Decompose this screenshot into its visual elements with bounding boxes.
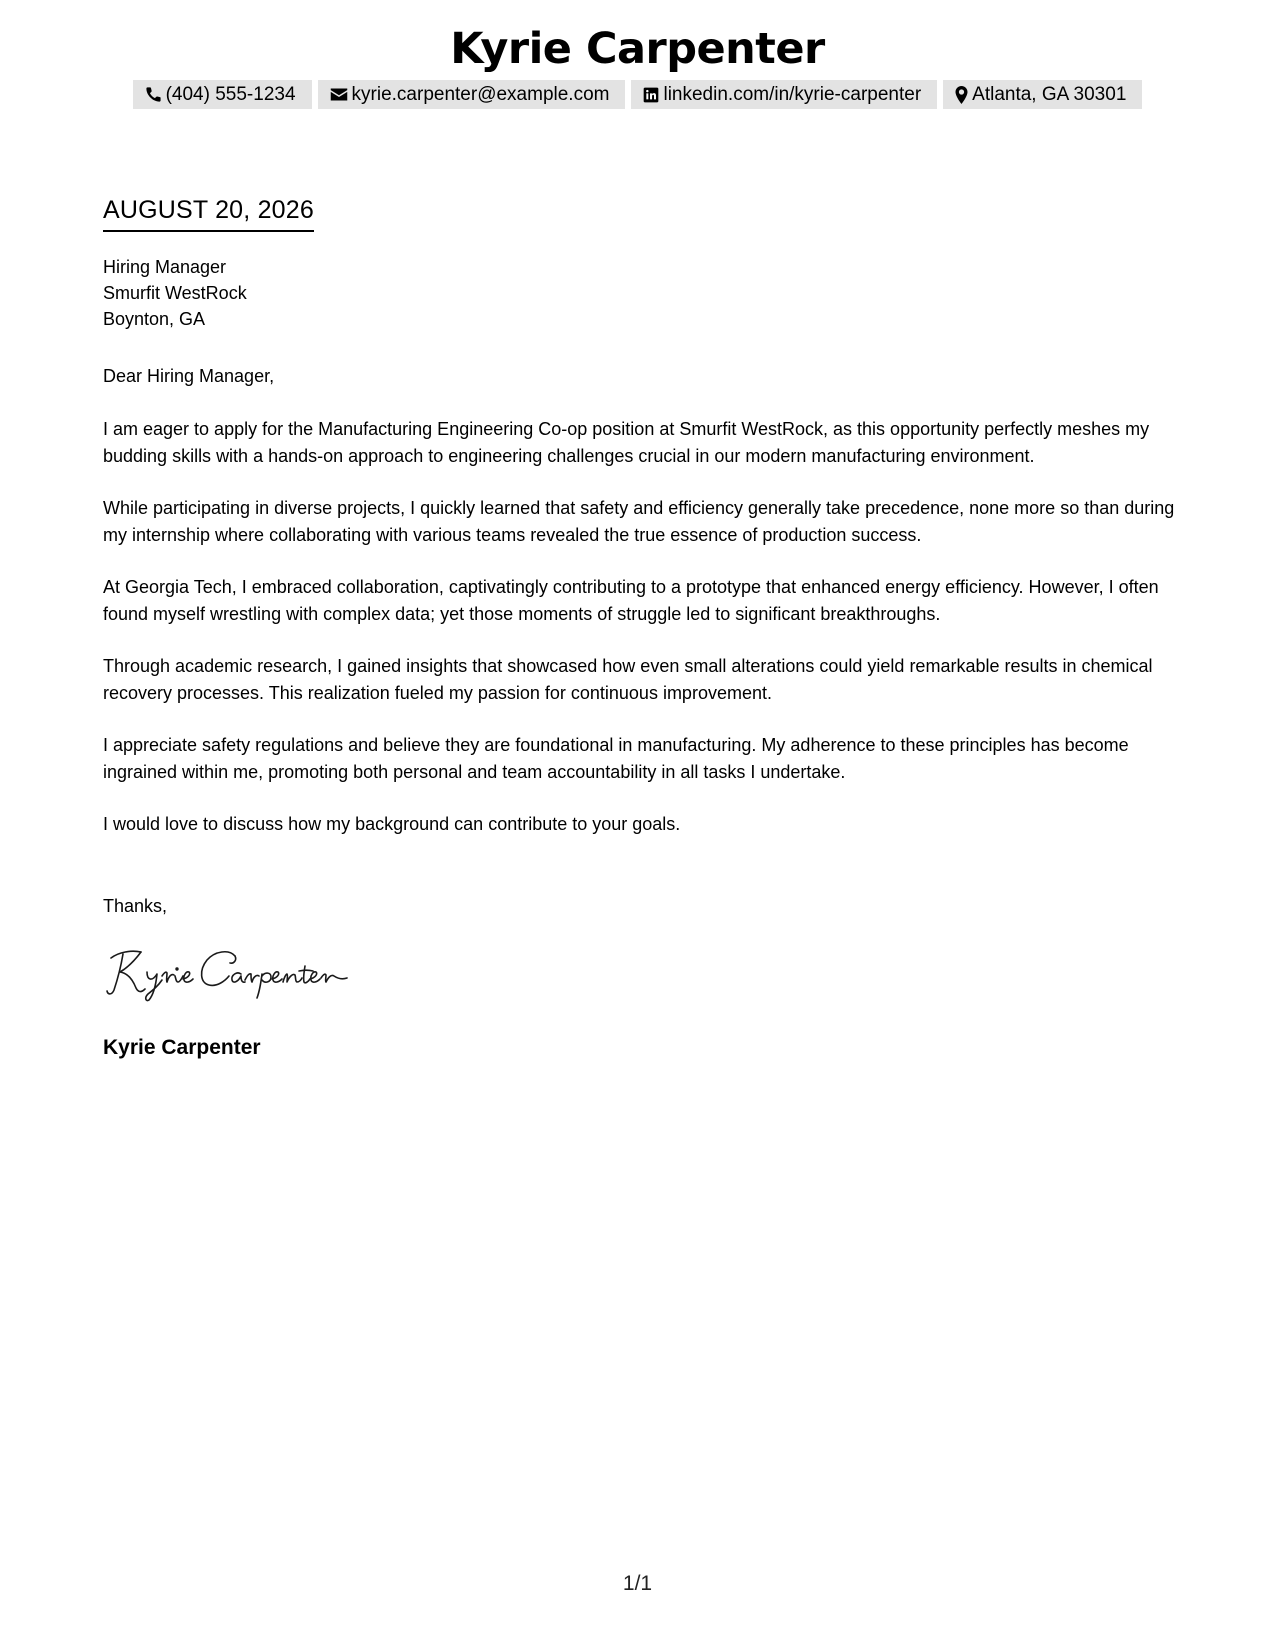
linkedin-icon bbox=[643, 87, 659, 103]
recipient-location: Boynton, GA bbox=[103, 309, 206, 329]
contact-phone bbox=[133, 80, 312, 109]
recipient-company: Smurfit WestRock bbox=[103, 283, 247, 303]
map-marker-icon bbox=[955, 86, 968, 104]
letter-date: AUGUST 20, 2026 bbox=[103, 194, 314, 232]
contact-linkedin bbox=[631, 80, 937, 109]
body-paragraph: While participating in diverse projects, I quickly learned that safety and efficiency generally take precedence, none more so than during my internship where collaborating with various teams revealed the true essence of production success. bbox=[103, 498, 1175, 545]
applicant-name: Kyrie Carpenter bbox=[450, 24, 825, 74]
contact-bar bbox=[0, 80, 1275, 109]
salutation: Dear Hiring Manager, bbox=[103, 366, 275, 386]
page-indicator: 1/1 bbox=[622, 1572, 653, 1595]
letter-body bbox=[103, 416, 1178, 864]
location-text: Atlanta, GA 30301 bbox=[972, 84, 1127, 105]
phone-icon bbox=[145, 86, 162, 103]
body-paragraph: I would love to discuss how my background can contribute to your goals. bbox=[103, 814, 681, 834]
handwritten-signature bbox=[105, 940, 355, 1007]
phone-text: (404) 555-1234 bbox=[165, 84, 296, 105]
recipient-block bbox=[103, 254, 247, 332]
envelope-icon bbox=[330, 87, 348, 102]
body-paragraph: Through academic research, I gained insights that showcased how even small alterations could yield remarkable results in chemical recovery processes. This realization fueled my passion for continuous improvement. bbox=[103, 656, 1153, 703]
email-text: kyrie.carpenter@example.com bbox=[351, 84, 610, 105]
body-paragraph: I appreciate safety regulations and believe they are foundational in manufacturing. My adherence to these principles has become ingrained within me, promoting both personal and team accountability in all tasks I undertake. bbox=[103, 735, 1129, 782]
linkedin-text: linkedin.com/in/kyrie-carpenter bbox=[663, 84, 922, 105]
contact-email bbox=[318, 80, 626, 109]
closing: Thanks, bbox=[103, 896, 168, 916]
signed-name: Kyrie Carpenter bbox=[103, 1036, 261, 1059]
contact-location bbox=[943, 80, 1142, 109]
recipient-title: Hiring Manager bbox=[103, 257, 227, 277]
body-paragraph: At Georgia Tech, I embraced collaboration, captivatingly contributing to a prototype that enhanced energy efficiency. However, I often found myself wrestling with complex data; yet those moments of struggle led to significant breakthroughs. bbox=[103, 577, 1159, 624]
body-paragraph: I am eager to apply for the Manufacturing Engineering Co-op position at Smurfit WestRock, as this opportunity perfectly meshes my budding skills with a hands-on approach to engineering challenges crucial in our modern manufacturing environment. bbox=[103, 419, 1150, 466]
